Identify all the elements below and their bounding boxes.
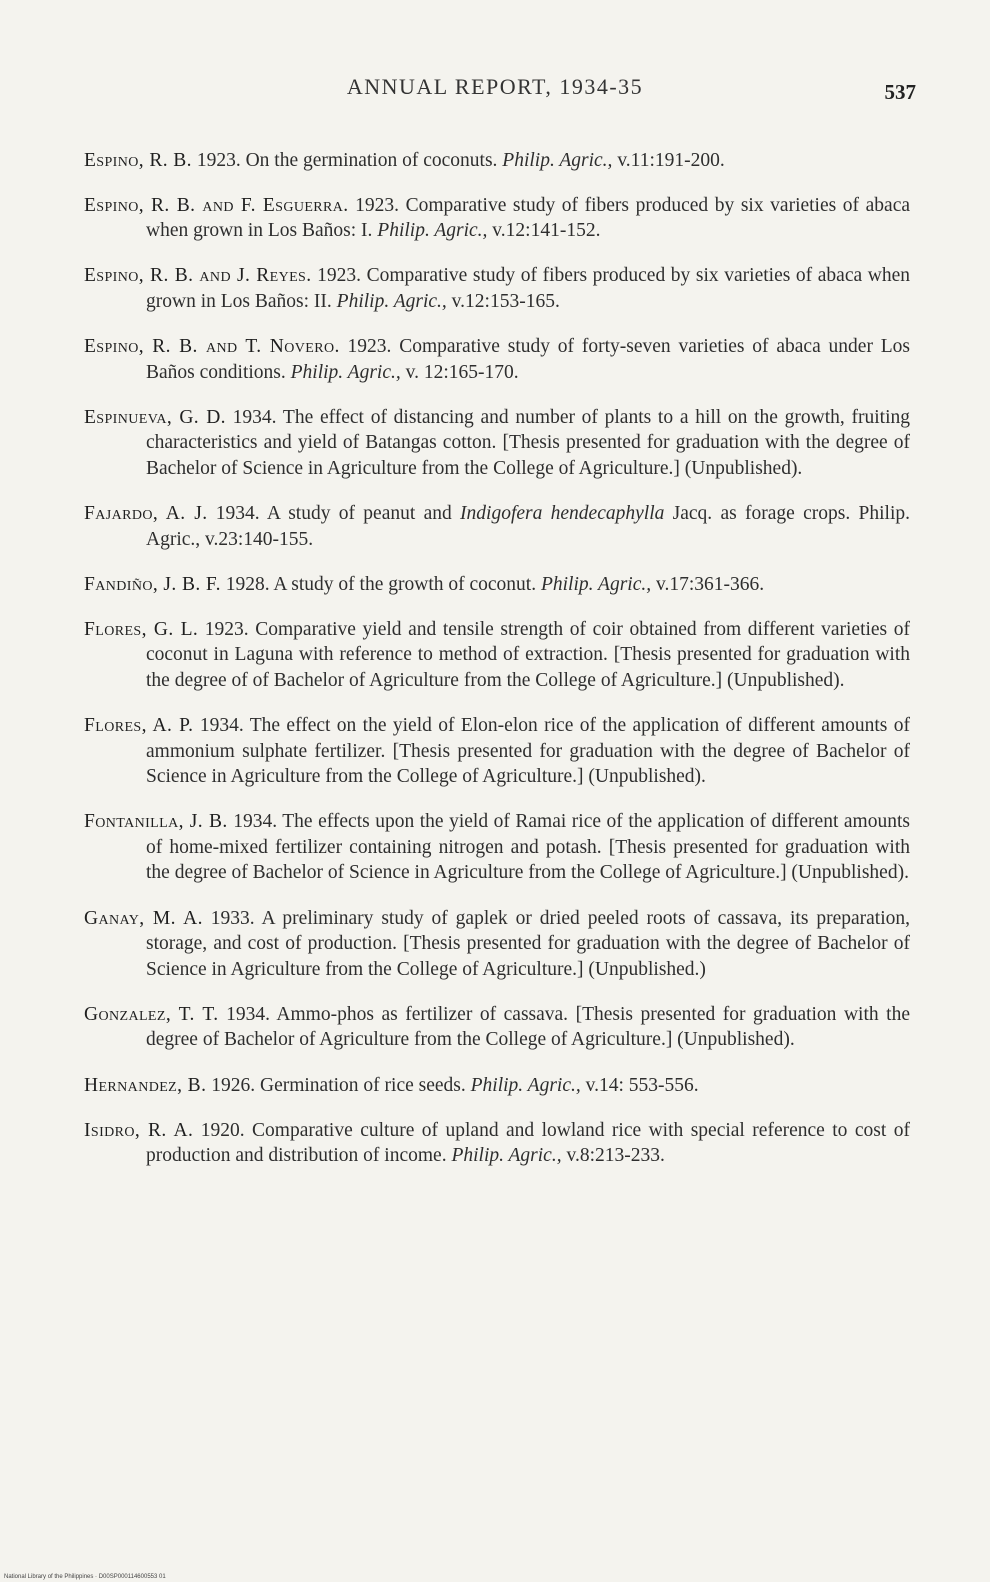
entry-author: Isidro, R. A. [84, 1119, 194, 1141]
entry-text: 1934. The effect on the yield of Elon-elon rice of the application of different amounts of ammonium sulphate fertilizer. [Thesis presented for graduation with the degree of Bachelor of Science in Agriculture from the College of Agriculture.] (Unpublished). [146, 715, 910, 788]
entry-author: Espinueva, G. D. [84, 406, 226, 428]
scan-footer-note: National Library of the Philippines · D00SP000114600553 01 [4, 1574, 166, 1580]
entry-author: Espino, R. B. [84, 149, 192, 171]
entry-text: 1923. Comparative study of fibers produced by six varieties of abaca when grown in Los Baños: II. [146, 265, 910, 312]
entry-author: Flores, A. P. [84, 715, 194, 736]
entry-citation: Jacq. as forage crops. Philip. Agric., v.23:140-155. [146, 502, 910, 550]
entry-author: Fajardo, A. J. [84, 502, 208, 524]
bibliography-entry [84, 713, 910, 790]
entry-text: 1923. Comparative study of forty-seven varieties of abaca under Los Baños conditions. [146, 335, 910, 383]
entry-citation: v.12:141-152. [487, 220, 601, 242]
entry-journal: Philip. Agric., [470, 1074, 581, 1096]
entry-text: 1923. Comparative yield and tensile strength of coir obtained from different varieties of coconut in Laguna with reference to method of extraction. [Thesis presented for graduation with the degree of of Bachelor of Agriculture from the College of Agriculture.] (Unpublished). [146, 618, 910, 691]
page-title: ANNUAL REPORT, 1934-35 [346, 74, 644, 99]
entry-author: Espino, R. B. and F. Esguerra. [84, 194, 349, 216]
bibliography-entry [84, 148, 910, 174]
entry-journal: Philip. Agric., [377, 220, 488, 242]
entry-text: 1923. On the germination of coconuts. [191, 149, 503, 171]
bibliography-entry [84, 906, 910, 983]
entry-author: Flores, G. L. [84, 618, 199, 640]
bibliography-entry [84, 809, 910, 886]
entry-journal: Philip. Agric., [451, 1145, 562, 1167]
bibliography-entry [84, 405, 910, 482]
bibliography-entry [84, 263, 910, 314]
entry-text: 1920. Comparative culture of upland and lowland rice with special reference to cost of production and distribution of income. [146, 1119, 910, 1167]
page-number: 537 [884, 80, 916, 104]
bibliography-entry [84, 1073, 910, 1099]
entry-citation: v. 12:165-170. [400, 361, 519, 383]
entry-author: Espino, R. B. and T. Novero. [84, 335, 340, 357]
entry-citation: v.12:153-165. [446, 290, 560, 312]
entry-citation: v.14: 553-556. [580, 1074, 699, 1096]
entry-citation: v.17:361-366. [651, 573, 765, 595]
entry-author: Fontanilla, J. B. [84, 811, 228, 833]
entry-journal: Philip. Agric., [540, 573, 652, 595]
entry-text: 1928. A study of the growth of coconut. [220, 573, 541, 595]
entry-text: 1934. A study of peanut and [207, 502, 461, 524]
entry-journal: Philip. Agric., [502, 149, 613, 171]
entry-journal: Philip. Agric., [290, 361, 401, 383]
entry-citation: v.11:191-200. [612, 149, 725, 171]
bibliography-entry [84, 1118, 910, 1169]
bibliography-entry [84, 617, 910, 694]
entry-text: 1934. The effect of distancing and number of plants to a hill on the growth, fruiting characteristics and yield of Batangas cotton. [Thesis presented for graduation with the degree of Bachelor of Science in Agriculture from the College of Agriculture.] (Unpublished). [146, 406, 910, 479]
bibliography-entry [84, 193, 910, 244]
bibliography-list [84, 128, 910, 1178]
entry-author: Fandiño, J. B. F. [84, 573, 221, 595]
entry-author: Espino, R. B. and J. Reyes. [84, 265, 312, 287]
entry-text: 1926. Germination of rice seeds. [206, 1074, 471, 1096]
entry-species: Indigofera hendecaphylla [460, 502, 665, 524]
entry-text: 1934. The effects upon the yield of Ramai rice of the application of different amounts of home-mixed fertilizer containing nitrogen and potash. [Thesis presented for graduation with the degree of Bachelor of Science in Agriculture from the College of Agriculture.] (Unpublished). [146, 811, 910, 884]
bibliography-entry [84, 572, 910, 598]
entry-author: Hernandez, B. [84, 1074, 207, 1096]
entry-citation: v.8:213-233. [561, 1145, 665, 1167]
entry-author: Ganay, M. A. [84, 907, 203, 929]
running-header [0, 74, 990, 108]
entry-author: Gonzalez, T. T. [84, 1003, 219, 1025]
entry-journal: Philip. Agric., [336, 290, 447, 312]
bibliography-entry [84, 334, 910, 385]
bibliography-entry [84, 1002, 910, 1053]
entry-text: 1934. Ammo-phos as fertilizer of cassava. [Thesis presented for graduation with the degree of Bachelor of Agriculture from the College of Agriculture.] (Unpublished). [146, 1003, 910, 1051]
entry-text: 1923. Comparative study of fibers produced by six varieties of abaca when grown in Los Baños: I. [146, 194, 911, 242]
entry-text: 1933. A preliminary study of gaplek or dried peeled roots of cassava, its preparation, storage, and cost of production. [Thesis presented for graduation with the degree of Bachelor of Science in Agriculture from the College of Agriculture.] (Unpublished.) [146, 907, 910, 980]
bibliography-entry [84, 501, 910, 552]
